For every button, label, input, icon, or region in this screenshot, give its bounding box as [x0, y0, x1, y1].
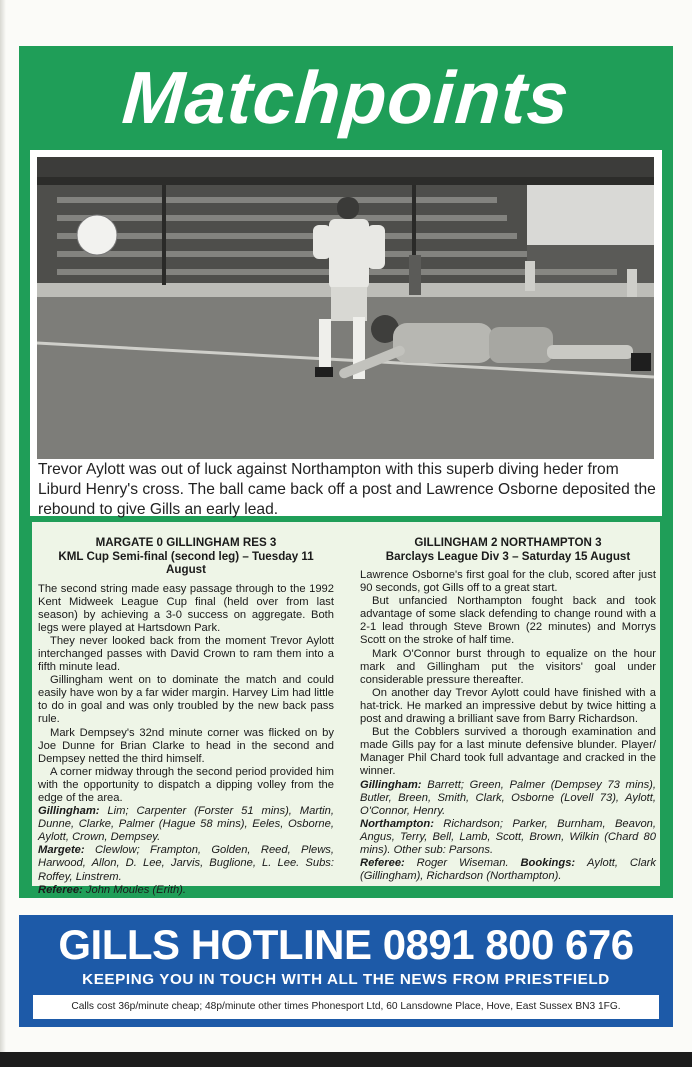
report-heading — [38, 536, 334, 577]
bottom-edge — [0, 1052, 692, 1067]
referee-name: John Moules (Erith). — [85, 883, 186, 896]
hotline-title: GILLS HOTLINE 0891 800 676 — [58, 921, 634, 968]
report-paragraph: A corner midway through the second period provided him with the opportunity to dispatch a dipping volley from the edge of the area. — [38, 765, 334, 804]
team-label: Gillingham: — [38, 805, 100, 818]
report-subtitle: KML Cup Semi-final (second leg) – Tuesday 11 August — [58, 549, 314, 576]
report-paragraph: They never looked back from the moment Trevor Aylott interchanged passes with David Crown to ram them into a fifth minute lead. — [38, 634, 334, 674]
report-paragraph: But the Cobblers survived a thorough examination and made Gills pay for a last minute defensive blunder. Player/ Manager Phil Chard took full advantage and cracked in the winner. — [360, 726, 656, 778]
report-margate — [38, 536, 334, 897]
team-players: Lim; Carpenter (Forster 51 mins), Martin, Dunne, Clarke, Palmer (Hague 58 mins), Eeles, Osborne, Aylott, Crown, Dempsey. — [38, 805, 334, 844]
referee-label: Referee: — [360, 857, 405, 870]
report-title: MARGATE 0 GILLINGHAM RES 3 — [95, 536, 277, 549]
report-paragraph: Mark Dempsey's 32nd minute corner was flicked on by Joe Dunne for Brian Clarke to head in the second and Dempsey netted the third himself. — [38, 726, 334, 765]
team-label: Gillingham: — [360, 778, 422, 791]
referee-label: Referee: — [38, 883, 83, 896]
masthead-title: Matchpoints — [119, 56, 573, 139]
team-lineup — [38, 805, 334, 844]
team-label: Northampton: — [360, 817, 434, 830]
team-lineup — [360, 818, 656, 857]
hotline-banner — [19, 915, 673, 1027]
report-paragraph: Lawrence Osborne's first goal for the club, scored after just 90 seconds, got Gills off to a great start. — [360, 569, 656, 595]
report-title: GILLINGHAM 2 NORTHAMPTON 3 — [414, 536, 602, 549]
bookings-label: Bookings: — [520, 857, 576, 870]
referee-name: Roger Wiseman. — [416, 857, 509, 870]
report-paragraph: Mark O'Connor burst through to equalize on the hour mark and Gillingham put the visitors' goal under considerable pressure thereafter. — [360, 647, 656, 686]
report-northampton — [360, 536, 656, 883]
team-lineup — [38, 844, 334, 883]
team-lineup — [360, 779, 656, 818]
match-reports — [30, 520, 662, 896]
report-subtitle: Barclays League Div 3 – Saturday 15 August — [385, 549, 631, 563]
team-players: Barrett; Green, Palmer (Dempsey 73 mins), Butler, Breen, Smith, Clark, Osborne (Lovell 73), Aylott, O'Connor, Henry. — [360, 778, 656, 817]
team-players: Clewlow; Frampton, Golden, Reed, Plews, Harwood, Allon, D. Lee, Jarvis, Buglione, L. Lee. Subs: Roffey, Linstrem. — [38, 844, 334, 883]
photo-caption: Trevor Aylott was out of luck against Northampton with this superb diving heder from Liburd Henry's cross. The ball came back off a post and Lawrence Osborne deposited the rebound to give Gills an early lead. — [38, 461, 656, 518]
match-photo — [37, 157, 654, 459]
report-paragraph: On another day Trevor Aylott could have finished with a hat-trick. He marked an impressive debut by twice hitting a post and drawing a brilliant save from Barry Richardson. — [360, 686, 656, 726]
hotline-subtitle: KEEPING YOU IN TOUCH WITH ALL THE NEWS FROM PRIESTFIELD — [82, 971, 610, 988]
report-paragraph: Gillingham went on to dominate the match and could easily have won by a far wider margin. Harvey Lim had little to do in goal and was only troubled by the new back pass rule. — [38, 674, 334, 726]
bookings-players: Aylott, Clark (Gillingham), Richardson (Northampton). — [360, 857, 656, 883]
referee-line — [360, 857, 656, 883]
hotline-call-charges: Calls cost 36p/minute cheap; 48p/minute other times Phonesport Ltd, 60 Lansdowne Place, Hove, East Sussex BN3 1FG. — [33, 995, 659, 1019]
team-players: Richardson; Parker, Burnham, Beavon, Angus, Terry, Bell, Lamb, Scott, Brown, Wilkin (Chard 80 mins). Other sub: Parsons. — [360, 817, 656, 856]
referee-line — [38, 884, 334, 897]
page-edge — [0, 0, 6, 1067]
report-paragraph: But unfancied Northampton fought back and took advantage of some slack defending to change round with a 2-1 lead through Steve Brown (22 minutes) and Morrys Scott on the stroke of half time. — [360, 595, 656, 647]
report-heading — [360, 536, 656, 563]
report-paragraph: The second string made easy passage through to the 1992 Kent Midweek League Cup final (held over from last season) by achieving a 3-0 success on aggregate. Both legs were played at Hartsdown Park. — [38, 582, 334, 634]
team-label: Margete: — [38, 844, 85, 857]
